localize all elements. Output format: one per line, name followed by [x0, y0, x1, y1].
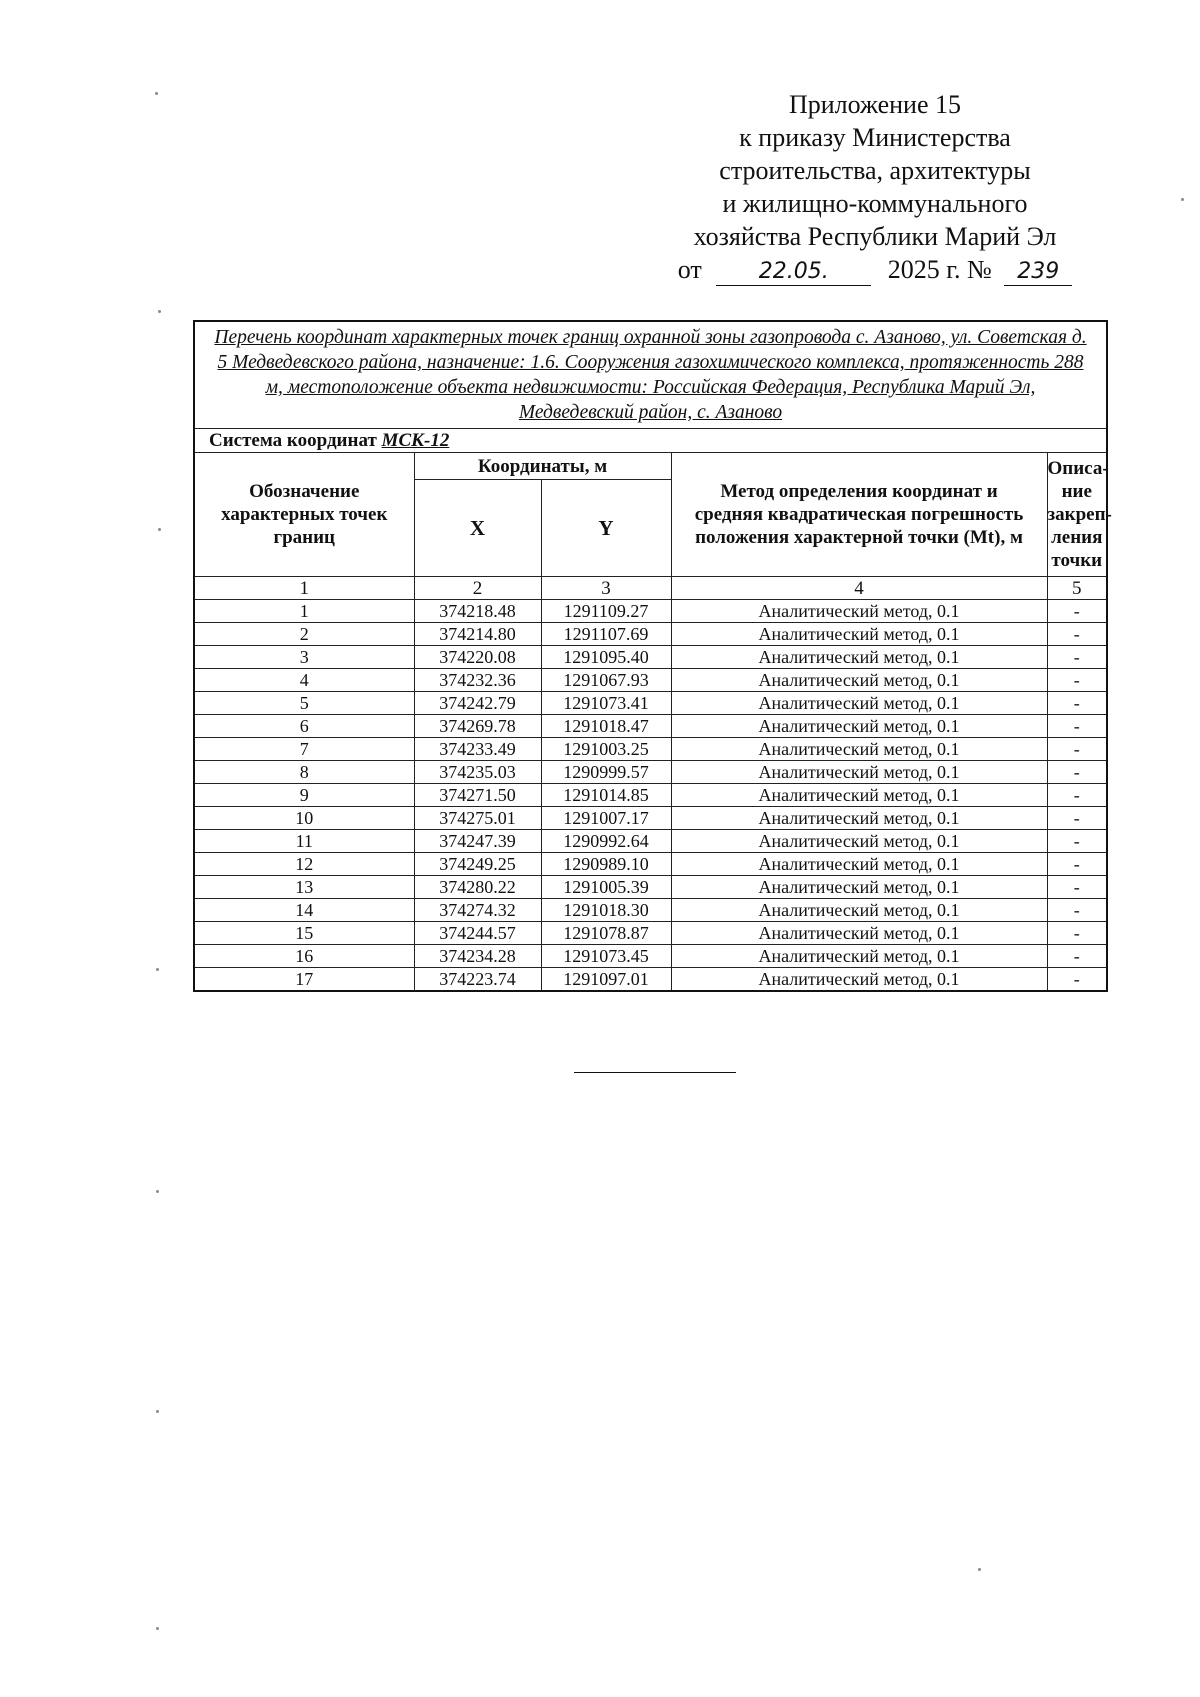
row-point: 8 [194, 761, 414, 784]
row-y: 1291073.41 [541, 692, 671, 715]
row-point: 3 [194, 646, 414, 669]
coordinate-system-row [194, 429, 1107, 453]
header-x: X [414, 480, 541, 577]
row-x: 374242.79 [414, 692, 541, 715]
header-line: строительства, архитектуры [719, 156, 1031, 185]
scan-speck [156, 1627, 159, 1630]
column-numbers-row [194, 577, 1107, 600]
column-number: 2 [414, 577, 541, 600]
table-row [194, 899, 1107, 922]
row-description: - [1047, 692, 1107, 715]
column-number: 3 [541, 577, 671, 600]
row-point: 12 [194, 853, 414, 876]
row-x: 374214.80 [414, 623, 541, 646]
table-caption: Перечень координат характерных точек границ охранной зоны газопровода с. Азаново, ул. Советская д. 5 Медведевского района, назначение: 1.6. Сооружения газохимического комплекса, протяженность 288 м, местоположение объекта недвижимости: Российская Федерация, Республика Марий Эл, Медведевский район, с. Азаново [194, 321, 1107, 429]
scan-speck [156, 968, 159, 971]
row-point: 16 [194, 945, 414, 968]
table-row [194, 876, 1107, 899]
row-x: 374223.74 [414, 968, 541, 992]
column-number: 4 [671, 577, 1047, 600]
row-y: 1291005.39 [541, 876, 671, 899]
row-x: 374218.48 [414, 600, 541, 623]
row-point: 9 [194, 784, 414, 807]
column-number: 1 [194, 577, 414, 600]
row-x: 374244.57 [414, 922, 541, 945]
row-point: 13 [194, 876, 414, 899]
table-row [194, 945, 1107, 968]
scan-speck [158, 528, 161, 531]
coordinate-system [194, 429, 1107, 453]
row-method: Аналитический метод, 0.1 [671, 669, 1047, 692]
table-row [194, 784, 1107, 807]
row-method: Аналитический метод, 0.1 [671, 807, 1047, 830]
scan-speck [156, 1190, 159, 1193]
handwritten-order-number: 239 [1004, 259, 1072, 286]
row-method: Аналитический метод, 0.1 [671, 738, 1047, 761]
row-method: Аналитический метод, 0.1 [671, 922, 1047, 945]
row-y: 1291018.30 [541, 899, 671, 922]
row-method: Аналитический метод, 0.1 [671, 600, 1047, 623]
coordinate-system-label: Система координат [209, 430, 377, 451]
row-x: 374220.08 [414, 646, 541, 669]
coordinate-system-value: МСК-12 [381, 430, 450, 451]
table-row [194, 761, 1107, 784]
appendix-header [640, 88, 1110, 286]
row-x: 374271.50 [414, 784, 541, 807]
row-description: - [1047, 761, 1107, 784]
row-x: 374269.78 [414, 715, 541, 738]
header-method: Метод определения координат и средняя квадратическая погрешность положения характерной точки (Mt), м [671, 453, 1047, 577]
row-x: 374247.39 [414, 830, 541, 853]
header-description: Описа-ние закреп-ления точки [1047, 453, 1107, 577]
header-line: к приказу Министерства [739, 123, 1011, 152]
caption-row [194, 321, 1107, 429]
table-row [194, 600, 1107, 623]
row-method: Аналитический метод, 0.1 [671, 715, 1047, 738]
column-number: 5 [1047, 577, 1107, 600]
table-row [194, 669, 1107, 692]
row-description: - [1047, 830, 1107, 853]
table-row [194, 623, 1107, 646]
order-date-line [640, 253, 1110, 286]
scan-speck [155, 92, 158, 95]
year-text: 2025 г. № [887, 255, 992, 284]
row-method: Аналитический метод, 0.1 [671, 899, 1047, 922]
row-method: Аналитический метод, 0.1 [671, 784, 1047, 807]
row-y: 1291007.17 [541, 807, 671, 830]
header-line: хозяйства Республики Марий Эл [693, 222, 1057, 251]
row-method: Аналитический метод, 0.1 [671, 761, 1047, 784]
row-description: - [1047, 853, 1107, 876]
row-method: Аналитический метод, 0.1 [671, 830, 1047, 853]
row-method: Аналитический метод, 0.1 [671, 853, 1047, 876]
row-description: - [1047, 876, 1107, 899]
handwritten-date: 22.05. [716, 259, 871, 286]
row-y: 1291107.69 [541, 623, 671, 646]
row-point: 4 [194, 669, 414, 692]
header-line: Приложение 15 [788, 90, 962, 119]
row-y: 1291097.01 [541, 968, 671, 992]
scan-speck [1181, 198, 1184, 201]
row-description: - [1047, 968, 1107, 992]
row-y: 1291014.85 [541, 784, 671, 807]
row-y: 1291109.27 [541, 600, 671, 623]
row-method: Аналитический метод, 0.1 [671, 876, 1047, 899]
row-point: 1 [194, 600, 414, 623]
row-description: - [1047, 600, 1107, 623]
row-method: Аналитический метод, 0.1 [671, 968, 1047, 992]
header-coordinates: Координаты, м [414, 453, 671, 480]
scan-speck [156, 1410, 159, 1413]
row-method: Аналитический метод, 0.1 [671, 692, 1047, 715]
row-y: 1291078.87 [541, 922, 671, 945]
table-row [194, 830, 1107, 853]
row-point: 14 [194, 899, 414, 922]
header-point: Обозначение характерных точек границ [194, 453, 414, 577]
row-x: 374280.22 [414, 876, 541, 899]
row-point: 11 [194, 830, 414, 853]
header-y: Y [541, 480, 671, 577]
row-y: 1290999.57 [541, 761, 671, 784]
row-point: 10 [194, 807, 414, 830]
row-method: Аналитический метод, 0.1 [671, 945, 1047, 968]
row-description: - [1047, 646, 1107, 669]
row-y: 1290992.64 [541, 830, 671, 853]
row-y: 1291067.93 [541, 669, 671, 692]
table-row [194, 807, 1107, 830]
row-description: - [1047, 738, 1107, 761]
row-description: - [1047, 922, 1107, 945]
row-description: - [1047, 715, 1107, 738]
header-row [194, 453, 1107, 480]
header-line: и жилищно-коммунального [722, 189, 1028, 218]
row-x: 374234.28 [414, 945, 541, 968]
row-x: 374274.32 [414, 899, 541, 922]
row-y: 1291095.40 [541, 646, 671, 669]
table-row [194, 646, 1107, 669]
row-x: 374233.49 [414, 738, 541, 761]
row-point: 6 [194, 715, 414, 738]
row-x: 374275.01 [414, 807, 541, 830]
row-description: - [1047, 784, 1107, 807]
row-point: 7 [194, 738, 414, 761]
row-description: - [1047, 669, 1107, 692]
row-method: Аналитический метод, 0.1 [671, 623, 1047, 646]
coordinates-table [193, 320, 1112, 992]
coordinates-rows [194, 600, 1107, 992]
row-description: - [1047, 945, 1107, 968]
table-row [194, 922, 1107, 945]
row-y: 1290989.10 [541, 853, 671, 876]
row-description: - [1047, 807, 1107, 830]
table-row [194, 692, 1107, 715]
row-point: 17 [194, 968, 414, 992]
row-y: 1291018.47 [541, 715, 671, 738]
table-row [194, 715, 1107, 738]
row-method: Аналитический метод, 0.1 [671, 646, 1047, 669]
row-x: 374249.25 [414, 853, 541, 876]
row-y: 1291073.45 [541, 945, 671, 968]
row-point: 15 [194, 922, 414, 945]
row-x: 374232.36 [414, 669, 541, 692]
scan-speck [978, 1568, 981, 1571]
date-prefix: от [677, 255, 702, 284]
row-description: - [1047, 623, 1107, 646]
row-x: 374235.03 [414, 761, 541, 784]
closing-rule [574, 1072, 736, 1073]
row-description: - [1047, 899, 1107, 922]
table-row [194, 738, 1107, 761]
scan-speck [158, 310, 161, 313]
row-y: 1291003.25 [541, 738, 671, 761]
table-row [194, 968, 1107, 992]
row-point: 2 [194, 623, 414, 646]
table-row [194, 853, 1107, 876]
row-point: 5 [194, 692, 414, 715]
